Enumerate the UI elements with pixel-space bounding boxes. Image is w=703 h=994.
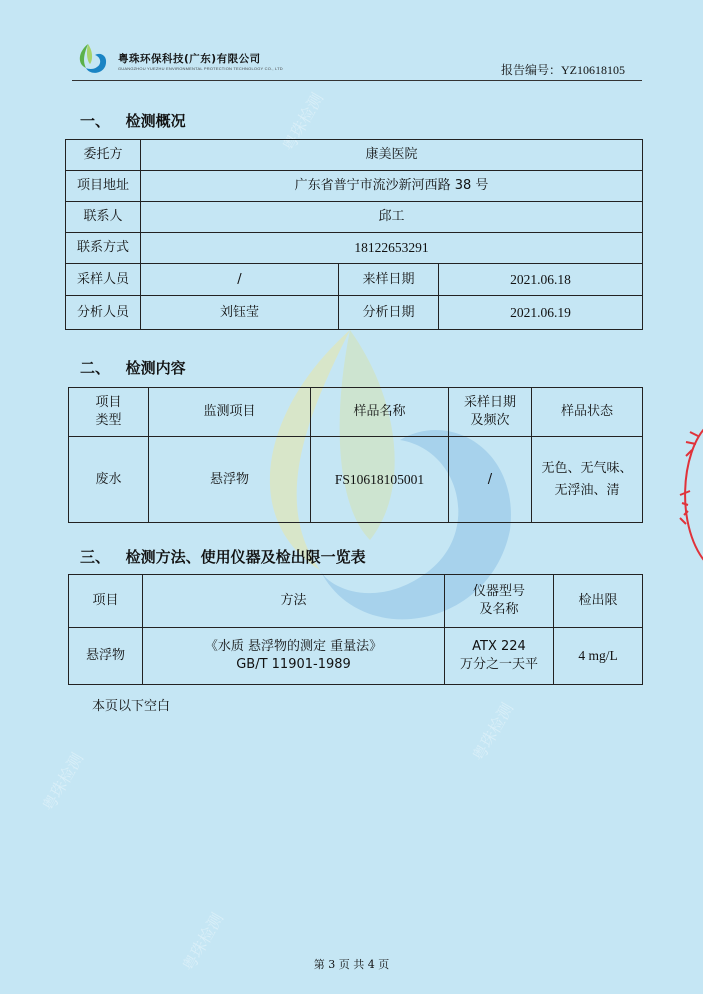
- sample-state-header: 样品状态: [532, 388, 643, 437]
- sample-name-header: 样品名称: [311, 388, 449, 437]
- header-divider: [72, 80, 642, 81]
- analyst-label: 分析人员: [66, 296, 141, 330]
- sampling-date-header: 采样日期 及频次: [449, 388, 532, 437]
- client-value: 康美医院: [141, 140, 643, 171]
- section1-title: 一、 检测概况: [80, 112, 186, 130]
- type-cell: 废水: [69, 437, 149, 523]
- table-row: [69, 437, 643, 523]
- phone-value: 18122653291: [141, 233, 643, 264]
- item-cell: 悬浮物: [149, 437, 311, 523]
- table-header-row: [69, 388, 643, 437]
- table-row: [66, 264, 643, 296]
- watermark-text: 粤珠检测: [178, 909, 228, 975]
- table-row: [66, 140, 643, 171]
- sample-state-cell: 无色、无气味、 无浮油、清: [532, 437, 643, 523]
- content-table: [68, 387, 643, 523]
- section2-title: 二、 检测内容: [80, 359, 186, 377]
- company-logo-icon: [74, 42, 108, 76]
- receive-date-label: 来样日期: [339, 264, 439, 296]
- sampling-date-cell: /: [449, 437, 532, 523]
- item-header: 项目: [69, 575, 143, 628]
- table-row: [66, 202, 643, 233]
- method-cell: 《水质 悬浮物的测定 重量法》 GB/T 11901-1989: [143, 628, 445, 685]
- phone-label: 联系方式: [66, 233, 141, 264]
- section3-title: 三、 检测方法、使用仪器及检出限一览表: [80, 548, 366, 566]
- analyst-value: 刘钰莹: [141, 296, 339, 330]
- overview-table: [65, 139, 643, 330]
- table-row: [66, 296, 643, 330]
- company-name-en: GUANGZHOU YUEZHU ENVIRONMENTAL PROTECTION TECHNOLOGY CO., LTD: [118, 66, 283, 71]
- sample-name-cell: FS10618105001: [311, 437, 449, 523]
- address-value: 广东省普宁市流沙新河西路 38 号: [141, 171, 643, 202]
- instrument-cell: ATX 224 万分之一天平: [445, 628, 554, 685]
- instrument-header: 仪器型号 及名称: [445, 575, 554, 628]
- item-header: 监测项目: [149, 388, 311, 437]
- address-label: 项目地址: [66, 171, 141, 202]
- contact-value: 邱工: [141, 202, 643, 233]
- red-seal-stamp-icon: [650, 420, 703, 570]
- company-name-cn: 粤珠环保科技(广东)有限公司: [118, 53, 261, 65]
- page-number: 第 3 页 共 4 页: [313, 958, 390, 971]
- watermark-text: 粤珠检测: [278, 89, 328, 155]
- limit-cell: 4 mg/L: [554, 628, 643, 685]
- blank-page-note: 本页以下空白: [92, 699, 171, 714]
- contact-label: 联系人: [66, 202, 141, 233]
- sampler-value: /: [141, 264, 339, 296]
- sampler-label: 采样人员: [66, 264, 141, 296]
- table-row: [66, 171, 643, 202]
- table-row: [66, 233, 643, 264]
- watermark-text: 粤珠检测: [468, 699, 518, 765]
- report-number: 报告编号：YZ10618105: [501, 63, 625, 77]
- table-row: [69, 628, 643, 685]
- watermark-text: 粤珠检测: [38, 749, 88, 815]
- type-header: 项目 类型: [69, 388, 149, 437]
- client-label: 委托方: [66, 140, 141, 171]
- item-cell: 悬浮物: [69, 628, 143, 685]
- table-header-row: [69, 575, 643, 628]
- analysis-date-value: 2021.06.19: [439, 296, 643, 330]
- method-table: [68, 574, 643, 685]
- method-header: 方法: [143, 575, 445, 628]
- receive-date-value: 2021.06.18: [439, 264, 643, 296]
- limit-header: 检出限: [554, 575, 643, 628]
- analysis-date-label: 分析日期: [339, 296, 439, 330]
